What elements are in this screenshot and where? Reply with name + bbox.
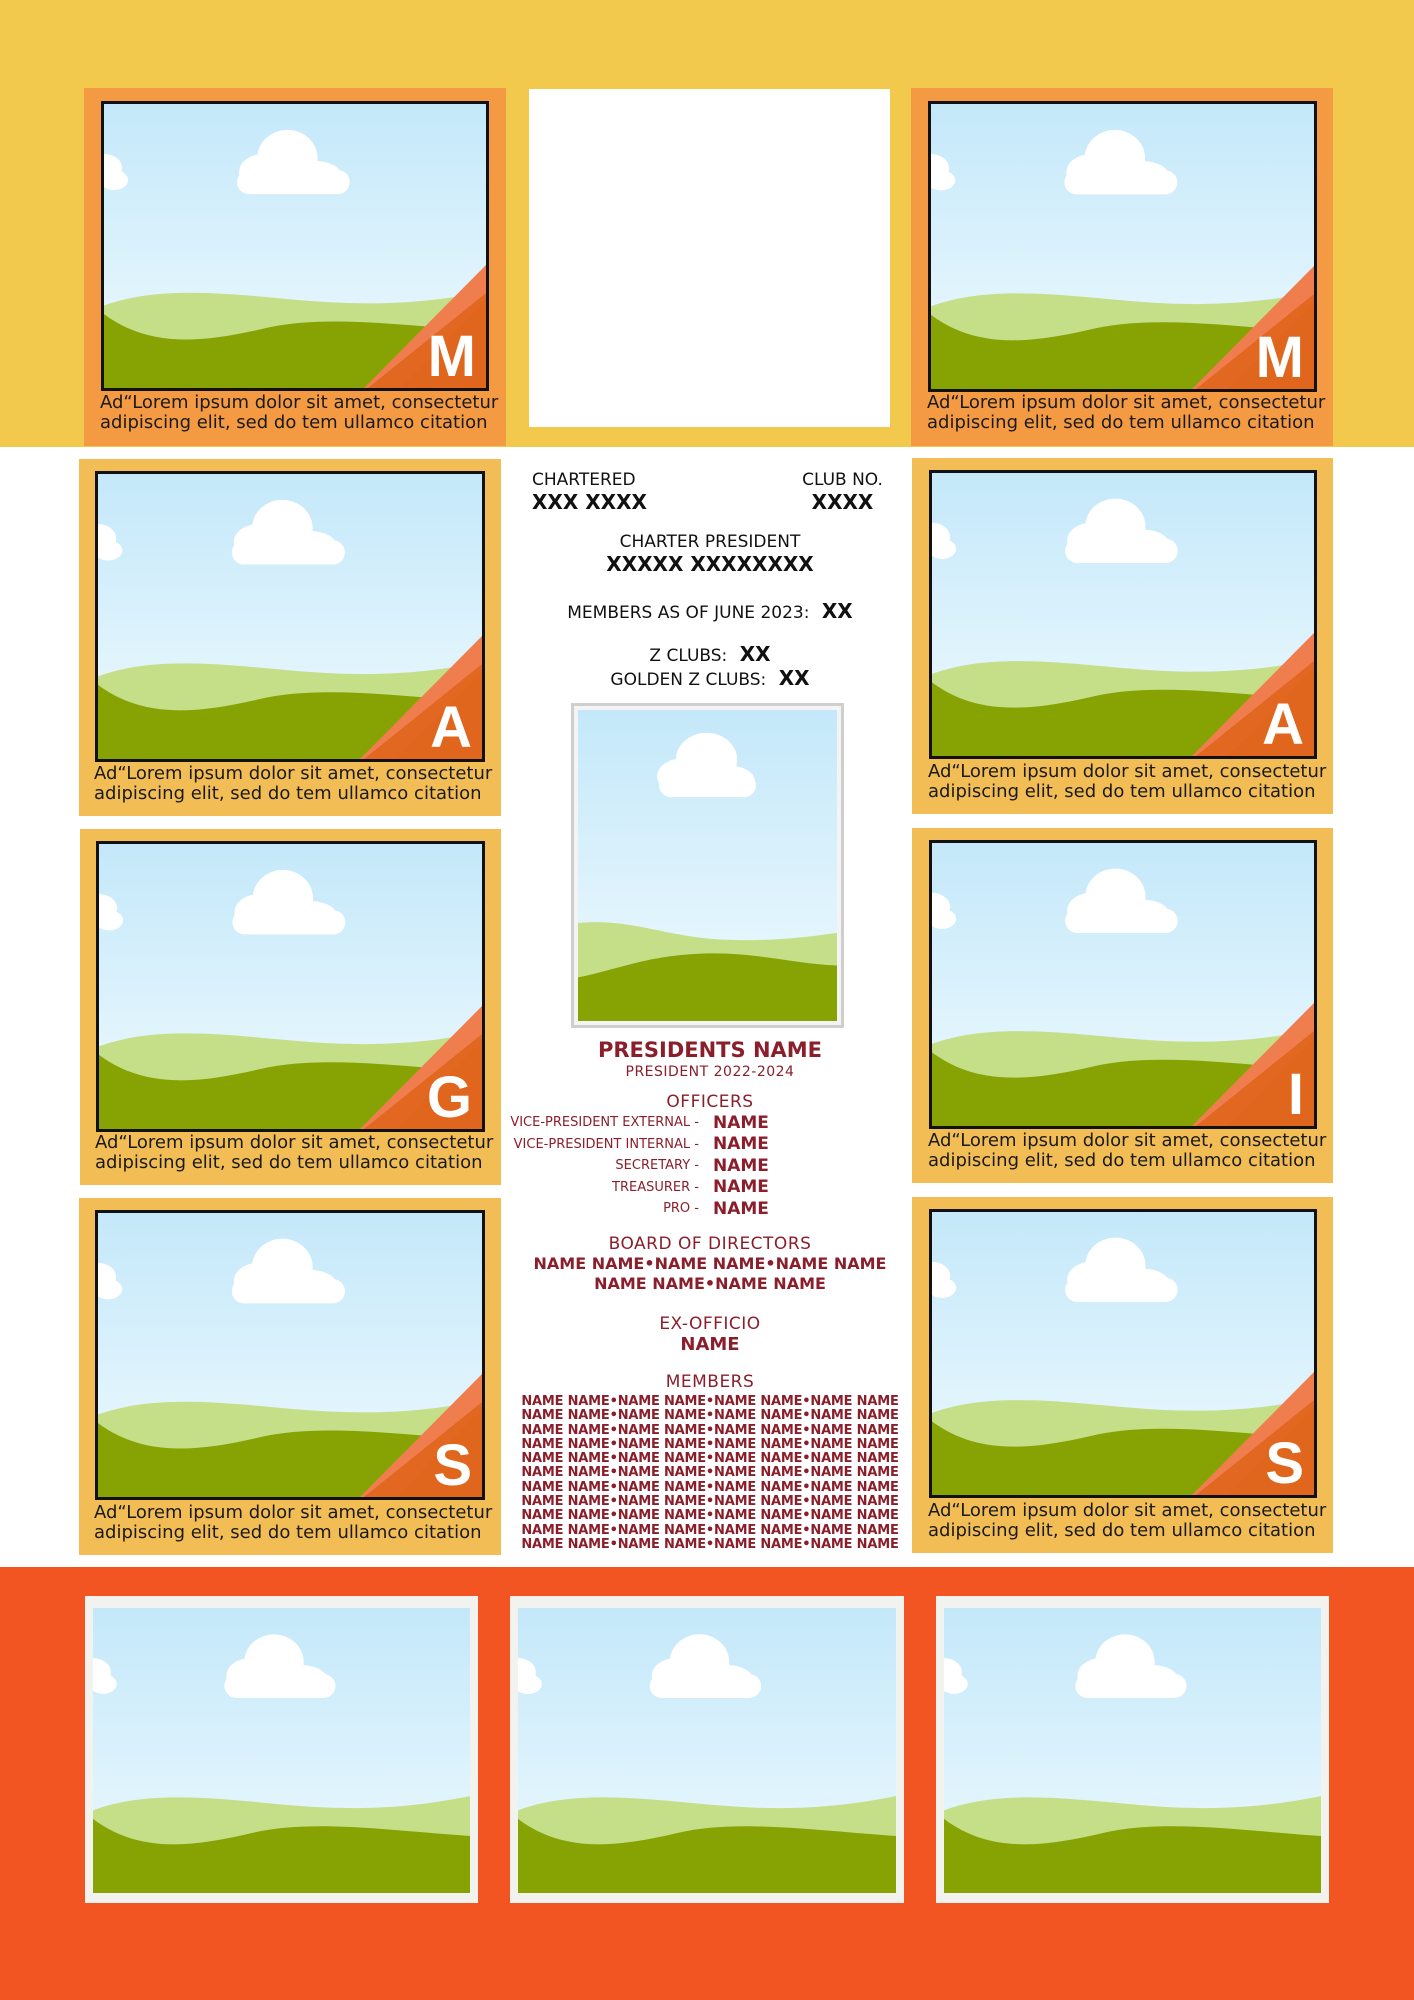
card-caption-line-2: adipiscing elit, sed do tem ullamco citation	[928, 1520, 1316, 1541]
card-caption-line-2: adipiscing elit, sed do tem ullamco citation	[94, 783, 482, 804]
officers-list	[500, 1112, 820, 1220]
members-count-label: MEMBERS AS OF JUNE 2023:	[567, 603, 810, 623]
letter-badge-shape	[932, 843, 1314, 1126]
golden-z-row	[510, 666, 910, 690]
blank-photo-box	[529, 89, 890, 427]
officer-name: NAME	[713, 1134, 769, 1155]
letter-card	[84, 88, 506, 446]
charter-president-block	[510, 532, 910, 576]
president-block	[510, 1038, 910, 1080]
card-caption-line-1: Ad“Lorem ipsum dolor sit amet, consectetur	[928, 1130, 1327, 1151]
officer-role: SECRETARY -	[615, 1158, 699, 1174]
card-letter: S	[1265, 1431, 1304, 1496]
members-block	[510, 1372, 910, 1552]
card-letter: A	[430, 695, 472, 760]
officer-row	[500, 1112, 820, 1134]
club-no-value: XXXX	[811, 490, 874, 514]
letter-badge-shape	[98, 474, 482, 759]
landscape-photo	[95, 1210, 485, 1500]
officer-row	[500, 1198, 820, 1220]
charter-president-value: XXXXX XXXXXXXX	[606, 552, 814, 576]
members-line: NAME NAME•NAME NAME•NAME NAME•NAME NAME	[521, 1394, 899, 1409]
members-count-value: XX	[821, 599, 853, 623]
club-no-block	[780, 470, 905, 514]
letter-card	[80, 829, 501, 1185]
card-caption-line-1: Ad“Lorem ipsum dolor sit amet, consectetur	[100, 392, 499, 413]
officer-name: NAME	[713, 1177, 769, 1198]
chartered-label: CHARTERED	[532, 470, 636, 490]
landscape-photo	[929, 1209, 1317, 1498]
card-caption-line-1: Ad“Lorem ipsum dolor sit amet, consectetur	[927, 392, 1326, 413]
letter-card	[912, 828, 1333, 1183]
members-line: NAME NAME•NAME NAME•NAME NAME•NAME NAME	[521, 1436, 899, 1452]
members-line: NAME NAME•NAME NAME•NAME NAME•NAME NAME	[521, 1422, 899, 1438]
members-count-row	[510, 599, 910, 623]
landscape-photo	[928, 101, 1317, 392]
card-caption-line-2: adipiscing elit, sed do tem ullamco citation	[927, 412, 1315, 433]
members-line: NAME NAME•NAME NAME•NAME NAME•NAME NAME	[521, 1494, 899, 1510]
board-block	[510, 1234, 910, 1294]
z-clubs-row	[510, 642, 910, 666]
officer-role: PRO -	[663, 1201, 699, 1217]
president-photo	[571, 703, 844, 1028]
letter-badge-shape	[932, 1212, 1314, 1495]
card-letter: I	[1287, 1062, 1304, 1127]
landscape-photo	[95, 471, 485, 762]
officers-heading: OFFICERS	[666, 1092, 754, 1112]
card-caption-line-1: Ad“Lorem ipsum dolor sit amet, consectetur	[928, 1500, 1327, 1521]
members-lines	[510, 1395, 910, 1552]
members-line: NAME NAME•NAME NAME•NAME NAME•NAME NAME	[521, 1451, 899, 1467]
card-letter: G	[426, 1065, 472, 1130]
card-letter: A	[1262, 692, 1304, 757]
charter-president-label: CHARTER PRESIDENT	[619, 532, 801, 552]
ex-officio-heading: EX-OFFICIO	[659, 1314, 761, 1334]
card-caption-line-1: Ad“Lorem ipsum dolor sit amet, consectetur	[94, 1502, 493, 1523]
card-letter: M	[1255, 325, 1304, 390]
bottom-photo-card	[510, 1596, 904, 1903]
president-term: PRESIDENT 2022-2024	[625, 1064, 795, 1080]
members-line: NAME NAME•NAME NAME•NAME NAME•NAME NAME	[521, 1536, 899, 1552]
officer-row	[500, 1155, 820, 1177]
ex-officio-block	[510, 1314, 910, 1355]
members-line: NAME NAME•NAME NAME•NAME NAME•NAME NAME	[521, 1508, 899, 1524]
members-heading: MEMBERS	[665, 1372, 755, 1392]
officer-row	[500, 1134, 820, 1156]
card-caption-line-2: adipiscing elit, sed do tem ullamco citation	[95, 1152, 483, 1173]
officer-role: VICE-PRESIDENT INTERNAL -	[513, 1136, 699, 1152]
letter-card	[912, 458, 1333, 814]
board-line-1: NAME NAME•NAME NAME•NAME NAME	[533, 1254, 887, 1273]
letter-card	[79, 1198, 501, 1555]
officer-role: VICE-PRESIDENT EXTERNAL -	[510, 1115, 699, 1131]
card-letter: S	[433, 1433, 472, 1498]
card-caption-line-1: Ad“Lorem ipsum dolor sit amet, consectetur	[95, 1132, 494, 1153]
officer-name: NAME	[713, 1198, 769, 1219]
golden-z-label: GOLDEN Z CLUBS:	[610, 670, 767, 690]
bottom-photo-card	[936, 1596, 1329, 1903]
officer-name: NAME	[713, 1155, 769, 1176]
board-heading: BOARD OF DIRECTORS	[608, 1234, 812, 1254]
landscape-photo	[96, 841, 485, 1132]
letter-badge-shape	[99, 844, 482, 1129]
officer-row	[500, 1177, 820, 1199]
officer-name: NAME	[713, 1112, 769, 1133]
landscape-photo	[929, 840, 1317, 1129]
card-caption-line-2: adipiscing elit, sed do tem ullamco citation	[94, 1522, 482, 1543]
members-line: NAME NAME•NAME NAME•NAME NAME•NAME NAME	[521, 1479, 899, 1495]
board-line-2: NAME NAME•NAME NAME	[594, 1274, 826, 1293]
letter-card	[911, 88, 1333, 446]
letter-badge-shape	[932, 473, 1314, 756]
club-no-label: CLUB NO.	[802, 470, 883, 490]
letter-badge-shape	[98, 1213, 482, 1497]
z-clubs-label: Z CLUBS:	[649, 646, 728, 666]
landscape-photo	[518, 1608, 896, 1893]
card-letter: M	[427, 324, 476, 389]
president-name: PRESIDENTS NAME	[597, 1038, 823, 1062]
landscape-photo	[944, 1608, 1321, 1893]
members-line: NAME NAME•NAME NAME•NAME NAME•NAME NAME	[521, 1408, 899, 1424]
landscape-photo	[101, 101, 489, 391]
ex-officio-name: NAME	[680, 1334, 740, 1355]
bottom-photo-card	[85, 1596, 478, 1903]
card-caption-line-2: adipiscing elit, sed do tem ullamco citation	[928, 1150, 1316, 1171]
members-line: NAME NAME•NAME NAME•NAME NAME•NAME NAME	[521, 1465, 899, 1481]
golden-z-value: XX	[778, 666, 810, 690]
card-caption-line-2: adipiscing elit, sed do tem ullamco citation	[100, 412, 488, 433]
landscape-photo	[929, 470, 1317, 759]
card-caption-line-2: adipiscing elit, sed do tem ullamco citation	[928, 781, 1316, 802]
members-line: NAME NAME•NAME NAME•NAME NAME•NAME NAME	[521, 1522, 899, 1538]
chartered-value: XXX XXXX	[532, 490, 647, 514]
card-caption-line-1: Ad“Lorem ipsum dolor sit amet, consectetur	[94, 763, 493, 784]
officer-role: TREASURER -	[612, 1179, 699, 1195]
card-caption-line-1: Ad“Lorem ipsum dolor sit amet, consectetur	[928, 761, 1327, 782]
landscape-photo	[93, 1608, 470, 1893]
z-clubs-value: XX	[739, 642, 771, 666]
letter-card	[912, 1197, 1333, 1553]
chartered-block	[532, 470, 662, 514]
letter-card	[79, 459, 501, 816]
